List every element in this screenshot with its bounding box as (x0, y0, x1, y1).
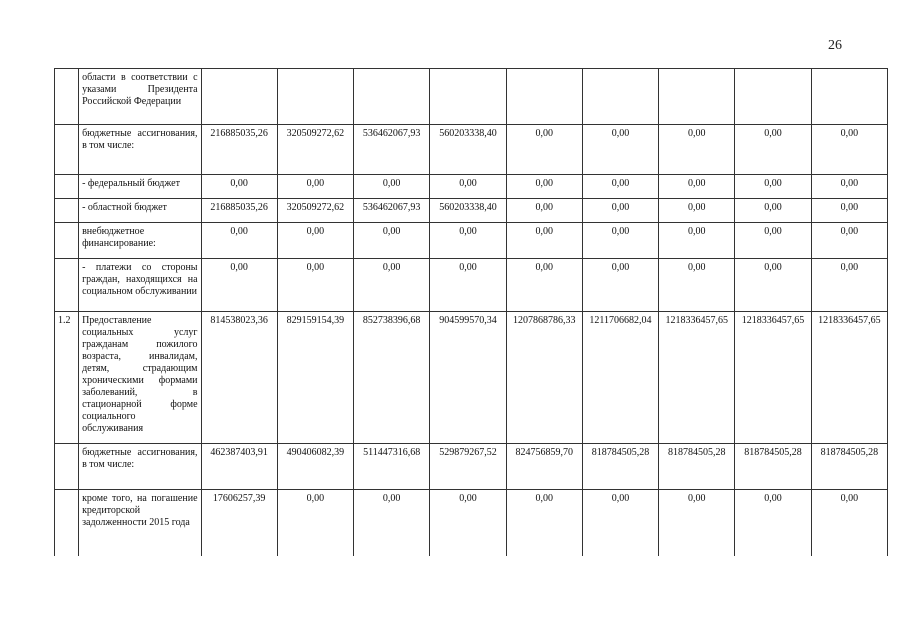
value-cell: 0,00 (659, 125, 735, 175)
value-cell: 904599570,34 (430, 312, 506, 444)
value-cell: 0,00 (735, 490, 811, 556)
value-cell: 0,00 (811, 490, 887, 556)
value-cell: 0,00 (659, 175, 735, 199)
value-cell (430, 69, 506, 125)
value-cell: 818784505,28 (735, 444, 811, 490)
value-cell: 536462067,93 (354, 199, 430, 223)
value-cell: 0,00 (201, 259, 277, 312)
value-cell: 0,00 (354, 223, 430, 259)
value-cell (659, 69, 735, 125)
value-cell: 0,00 (277, 259, 353, 312)
value-cell: 462387403,91 (201, 444, 277, 490)
value-cell: 0,00 (354, 259, 430, 312)
value-cell: 0,00 (201, 223, 277, 259)
value-cell: 511447316,68 (354, 444, 430, 490)
row-code-cell (55, 199, 79, 223)
value-cell (354, 69, 430, 125)
budget-table (54, 68, 888, 556)
row-name-cell: бюджетные ассигнования, в том числе: (79, 125, 201, 175)
value-cell: 0,00 (582, 125, 658, 175)
value-cell: 0,00 (506, 259, 582, 312)
value-cell: 216885035,26 (201, 125, 277, 175)
value-cell: 0,00 (506, 125, 582, 175)
value-cell: 0,00 (811, 125, 887, 175)
page-number: 26 (828, 38, 842, 53)
value-cell: 829159154,39 (277, 312, 353, 444)
value-cell: 0,00 (277, 490, 353, 556)
row-code-cell (55, 444, 79, 490)
value-cell: 1207868786,33 (506, 312, 582, 444)
row-code-cell (55, 259, 79, 312)
table-row (55, 312, 888, 444)
value-cell: 536462067,93 (354, 125, 430, 175)
value-cell: 818784505,28 (811, 444, 887, 490)
row-code-cell (55, 125, 79, 175)
table-row (55, 125, 888, 175)
value-cell: 560203338,40 (430, 125, 506, 175)
value-cell (277, 69, 353, 125)
row-code-cell (55, 490, 79, 556)
table-row (55, 490, 888, 556)
value-cell: 814538023,36 (201, 312, 277, 444)
value-cell: 0,00 (582, 259, 658, 312)
value-cell: 0,00 (354, 490, 430, 556)
value-cell (735, 69, 811, 125)
value-cell: 0,00 (735, 125, 811, 175)
table-row (55, 444, 888, 490)
value-cell: 0,00 (811, 199, 887, 223)
value-cell: 0,00 (506, 199, 582, 223)
row-code-cell: 1.2 (55, 312, 79, 444)
value-cell: 0,00 (506, 223, 582, 259)
row-code-cell (55, 69, 79, 125)
table-row (55, 223, 888, 259)
value-cell (506, 69, 582, 125)
table-row (55, 69, 888, 125)
value-cell: 17606257,39 (201, 490, 277, 556)
value-cell: 0,00 (735, 223, 811, 259)
value-cell: 0,00 (430, 223, 506, 259)
value-cell: 1218336457,65 (659, 312, 735, 444)
value-cell: 0,00 (506, 490, 582, 556)
row-name-cell: области в соответствии с указами Президента Российской Федерации (79, 69, 201, 125)
row-name-cell: внебюджетное финансирование: (79, 223, 201, 259)
budget-table-body (55, 69, 888, 556)
row-name-cell: - областной бюджет (79, 199, 201, 223)
value-cell: 0,00 (735, 199, 811, 223)
value-cell: 818784505,28 (582, 444, 658, 490)
value-cell: 0,00 (277, 223, 353, 259)
value-cell: 0,00 (582, 490, 658, 556)
table-row (55, 259, 888, 312)
value-cell: 0,00 (354, 175, 430, 199)
value-cell: 0,00 (430, 490, 506, 556)
row-name-cell: бюджетные ассигнования, в том числе: (79, 444, 201, 490)
value-cell: 0,00 (811, 223, 887, 259)
value-cell: 0,00 (201, 175, 277, 199)
value-cell: 852738396,68 (354, 312, 430, 444)
value-cell: 0,00 (430, 175, 506, 199)
value-cell: 0,00 (659, 490, 735, 556)
value-cell: 1218336457,65 (735, 312, 811, 444)
value-cell: 0,00 (659, 259, 735, 312)
value-cell: 0,00 (735, 259, 811, 312)
row-name-cell: - платежи со стороны граждан, находящихся на социальном обслуживании (79, 259, 201, 312)
value-cell: 320509272,62 (277, 199, 353, 223)
value-cell: 0,00 (582, 199, 658, 223)
value-cell: 824756859,70 (506, 444, 582, 490)
value-cell: 0,00 (659, 199, 735, 223)
value-cell: 0,00 (659, 223, 735, 259)
row-name-cell: Предоставление социальных услуг гражданам пожилого возраста, инвалидам, детям, страдающим хроническими формами заболеваний, в стационарной форме социального обслуживания (79, 312, 201, 444)
row-name-cell: кроме того, на погашение кредиторской задолженности 2015 года (79, 490, 201, 556)
value-cell: 490406082,39 (277, 444, 353, 490)
row-code-cell (55, 223, 79, 259)
value-cell (811, 69, 887, 125)
value-cell: 0,00 (811, 175, 887, 199)
value-cell: 320509272,62 (277, 125, 353, 175)
value-cell (582, 69, 658, 125)
value-cell: 1218336457,65 (811, 312, 887, 444)
value-cell: 216885035,26 (201, 199, 277, 223)
value-cell: 0,00 (582, 175, 658, 199)
table-row (55, 199, 888, 223)
value-cell: 0,00 (506, 175, 582, 199)
value-cell: 0,00 (735, 175, 811, 199)
value-cell: 0,00 (811, 259, 887, 312)
value-cell (201, 69, 277, 125)
value-cell: 818784505,28 (659, 444, 735, 490)
value-cell: 0,00 (430, 259, 506, 312)
value-cell: 1211706682,04 (582, 312, 658, 444)
value-cell: 0,00 (277, 175, 353, 199)
row-name-cell: - федеральный бюджет (79, 175, 201, 199)
row-code-cell (55, 175, 79, 199)
table-row (55, 175, 888, 199)
value-cell: 529879267,52 (430, 444, 506, 490)
value-cell: 0,00 (582, 223, 658, 259)
value-cell: 560203338,40 (430, 199, 506, 223)
